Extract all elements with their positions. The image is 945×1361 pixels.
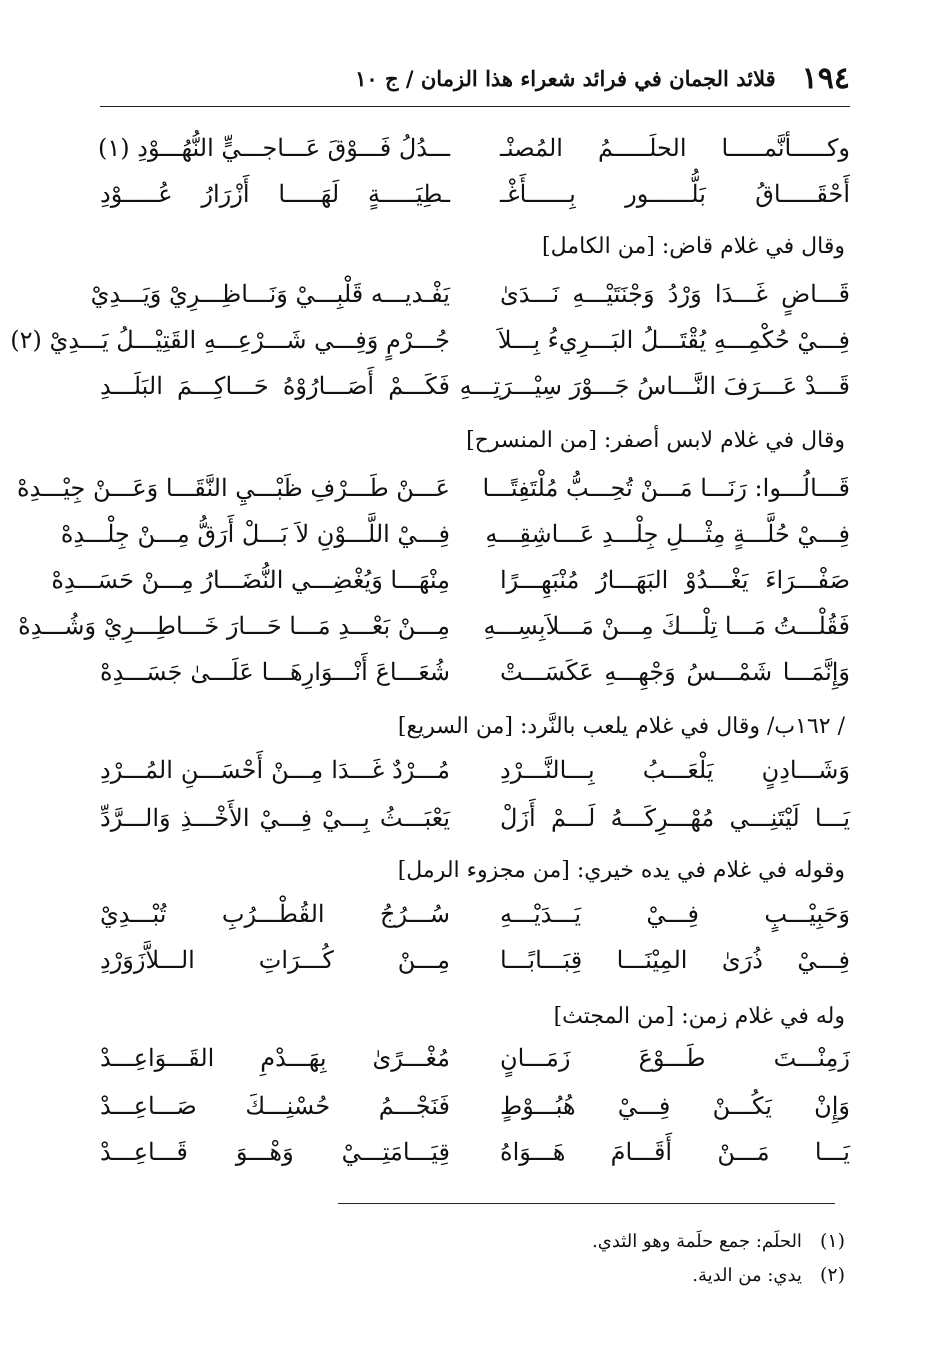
- verse-second-hemistich: فِـــيْ اللَّـــوْنِ لاَ بَـــلْ أَرَقُّ مِـــنْ جِلْـــدِهْ: [60, 520, 450, 548]
- verse-first-hemistich: قَـــاضٍ غَـــدَا وَرْدُ وَجْنَتَيْـــهِ نَـــدَىٰ: [500, 280, 850, 308]
- footnote-text: الحلَم: جمع حلَمة وهو الثدي.: [592, 1230, 802, 1252]
- verse-line: [100, 1084, 850, 1128]
- verse-line: [100, 796, 850, 840]
- footnote-number: (١): [819, 1230, 845, 1252]
- poem-intro: وقال في غلام قاض: [من الكامل]: [542, 233, 845, 259]
- verse-first-hemistich: زَمِنْـــتَ طَـــوْعَ زَمَـــانٍ: [500, 1044, 850, 1072]
- verse-second-hemistich: يَعْبَـــثُ بِـــيْ فِـــيْ الأَخْـــذِ وَالـــرَّدِّ: [100, 804, 450, 832]
- verse-first-hemistich: يَـــا مَـــنْ أَقَـــامَ هَـــوَاهُ: [500, 1138, 850, 1166]
- verse-first-hemistich: وَإِنَّمَـــا شَمْـــسُ وَجْهِـــهِ عَكَسَـــتْ: [500, 658, 850, 686]
- verse-second-hemistich: سُـــرُجُ القُطْـــرُبِ تُبْـــدِيْ: [100, 900, 450, 928]
- verse-line: [17, 466, 850, 510]
- verse-first-hemistich: وَحَبِيْـــبٍ فِـــيْ يَـــدَيْـــهِ: [500, 900, 850, 928]
- verse-first-hemistich: وكـــــأنَّمـــــا الحلَـــــمُ المُصنْـ: [500, 134, 850, 162]
- page-header: [100, 58, 850, 98]
- verse-line: [18, 604, 850, 648]
- verse-line: [100, 1036, 850, 1080]
- verse-first-hemistich: فِـــيْ حُكْمِـــهِ يُقْتَـــلُ البَـــرِيءُ بِـــلاَ: [497, 326, 850, 354]
- verse-first-hemistich: قَـــالُـــوا: رَنَـــا مَـــنْ تُحِـــبُّ مُلْتَفِتًـــا: [482, 474, 850, 502]
- verse-line: [60, 512, 850, 556]
- verse-second-hemistich: ـطِيَـــــةٍ لَهَـــــا أَزْرَارُ عُـــــوْدِ: [100, 180, 450, 208]
- verse-second-hemistich: ـــدُلُ فَـــوْقَ عَـــاجـــيٍّ النُّهُـــوْدِ (١): [98, 134, 450, 162]
- poem-intro: وقوله في غلام في يده خيري: [من مجزوء الرمل]: [397, 857, 845, 883]
- verse-first-hemistich: فَقُلْـــتُ مَـــا تِلْـــكَ مِـــنْ مَـــلاَبِسِـــهِ: [483, 612, 850, 640]
- verse-line: [100, 892, 850, 936]
- verse-first-hemistich: أَحْقَـــــاقُ بَلُّــــــور بِــــــأَغْـ: [500, 180, 850, 208]
- verse-second-hemistich: مُـــرْدٌ غَـــدَا مِـــنْ أَحْسَـــنِ المُـــرْدِ: [100, 756, 450, 784]
- verse-first-hemistich: صَفْـــرَاءَ يَغْـــدُوْ البَهَـــارُ مُنْبَهِـــرًا: [500, 566, 850, 594]
- verse-first-hemistich: قَـــدْ عَـــرَفَ النَّـــاسُ جَـــوْرَ سِيْـــرَتِـــهِ: [459, 372, 850, 400]
- verse-second-hemistich: شُعَـــاعَ أَنْـــوَارِهَـــا عَلَـــىٰ جَسَـــدِهْ: [100, 658, 450, 686]
- verse-second-hemistich: فَكَـــمْ أَصَـــارُوْهُ حَـــاكِـــمَ البَلَـــدِ: [100, 372, 450, 400]
- poem-intro: وله في غلام زمن: [من المجتث]: [553, 1003, 845, 1029]
- verse-second-hemistich: عَـــنْ طَـــرْفِ ظَبْـــيِ النَّقَـــا وَعَـــنْ جِيْـــدِهْ: [17, 474, 450, 502]
- verse-second-hemistich: جُـــرْمٍ وَفِـــي شَـــرْعِـــهِ القَتِيْـــلُ يَـــدِيْ (٢): [10, 326, 450, 354]
- verse-line: [100, 364, 850, 408]
- verse-first-hemistich: فِـــيْ ذُرَىٰ المِيْنَـــا قِبَـــابًـــا: [500, 946, 850, 974]
- verse-second-hemistich: مُغْـــرًىٰ بِهَـــدْمِ القَـــوَاعِـــدْ: [100, 1044, 450, 1072]
- footnote-number: (٢): [819, 1264, 845, 1286]
- footnote: [692, 1260, 845, 1290]
- footnote: [592, 1226, 845, 1256]
- verse-second-hemistich: مِـــنْ كُـــرَاتِ الـــلاَّزَوَرْدِ: [100, 946, 450, 974]
- verse-line: [100, 126, 850, 170]
- running-title: قلائد الجمان في فرائد شعراء هذا الزمان / ج ١٠: [355, 65, 776, 91]
- verse-first-hemistich: يَـــا لَيْتَنِـــي مُهْـــرِكَـــهُ لَـــمْ أَزَلْ: [500, 804, 850, 832]
- verse-second-hemistich: مِـــنْ بَعْـــدِ مَـــا حَـــارَ خَـــاطِـــرِيْ وَشُـــدِهْ: [18, 612, 450, 640]
- verse-second-hemistich: فَنَجْـــمُ حُسْنِـــكَ صَـــاعِـــدْ: [100, 1092, 450, 1120]
- verse-first-hemistich: وَشَـــادِنٍ يَلْعَـــبُ بِـــالنَّـــرْدِ: [500, 756, 850, 784]
- page-number: ١٩٤: [801, 60, 850, 96]
- verse-second-hemistich: قِيَـــامَتِـــيْ وَهْـــوَ قَـــاعِـــدْ: [100, 1138, 450, 1166]
- verse-first-hemistich: فِـــيْ حُلَّـــةٍ مِثْـــلِ جِلْـــدِ عَـــاشِقِـــهِ: [485, 520, 850, 548]
- verse-second-hemistich: مِنْهَـــا وَيُغْضِـــي النُّضَـــارُ مِـــنْ حَسَـــدِهْ: [51, 566, 450, 594]
- poem-intro: / ١٦٢ب/ وقال في غلام يلعب بالنَّرد: [من السريع]: [397, 713, 845, 739]
- poem-intro: وقال في غلام لابس أصفر: [من المنسرح]: [466, 427, 845, 453]
- verse-line: [100, 748, 850, 792]
- header-rule: [100, 106, 850, 107]
- verse-line: [90, 272, 850, 316]
- footnote-rule: [338, 1203, 835, 1204]
- verse-line: [10, 318, 850, 362]
- verse-line: [100, 938, 850, 982]
- verse-line: [100, 1130, 850, 1174]
- verse-second-hemistich: يَفْـديـــه قَلْبِـــيْ وَنَـــاظِـــرِيْ وَيَـــدِيْ: [90, 280, 450, 308]
- footnote-text: يدي: من الدية.: [692, 1264, 802, 1286]
- verse-first-hemistich: وَإِنْ يَكُـــنْ فِـــيْ هُبُـــوْطٍ: [500, 1092, 850, 1120]
- verse-line: [100, 650, 850, 694]
- verse-line: [100, 172, 850, 216]
- verse-line: [51, 558, 850, 602]
